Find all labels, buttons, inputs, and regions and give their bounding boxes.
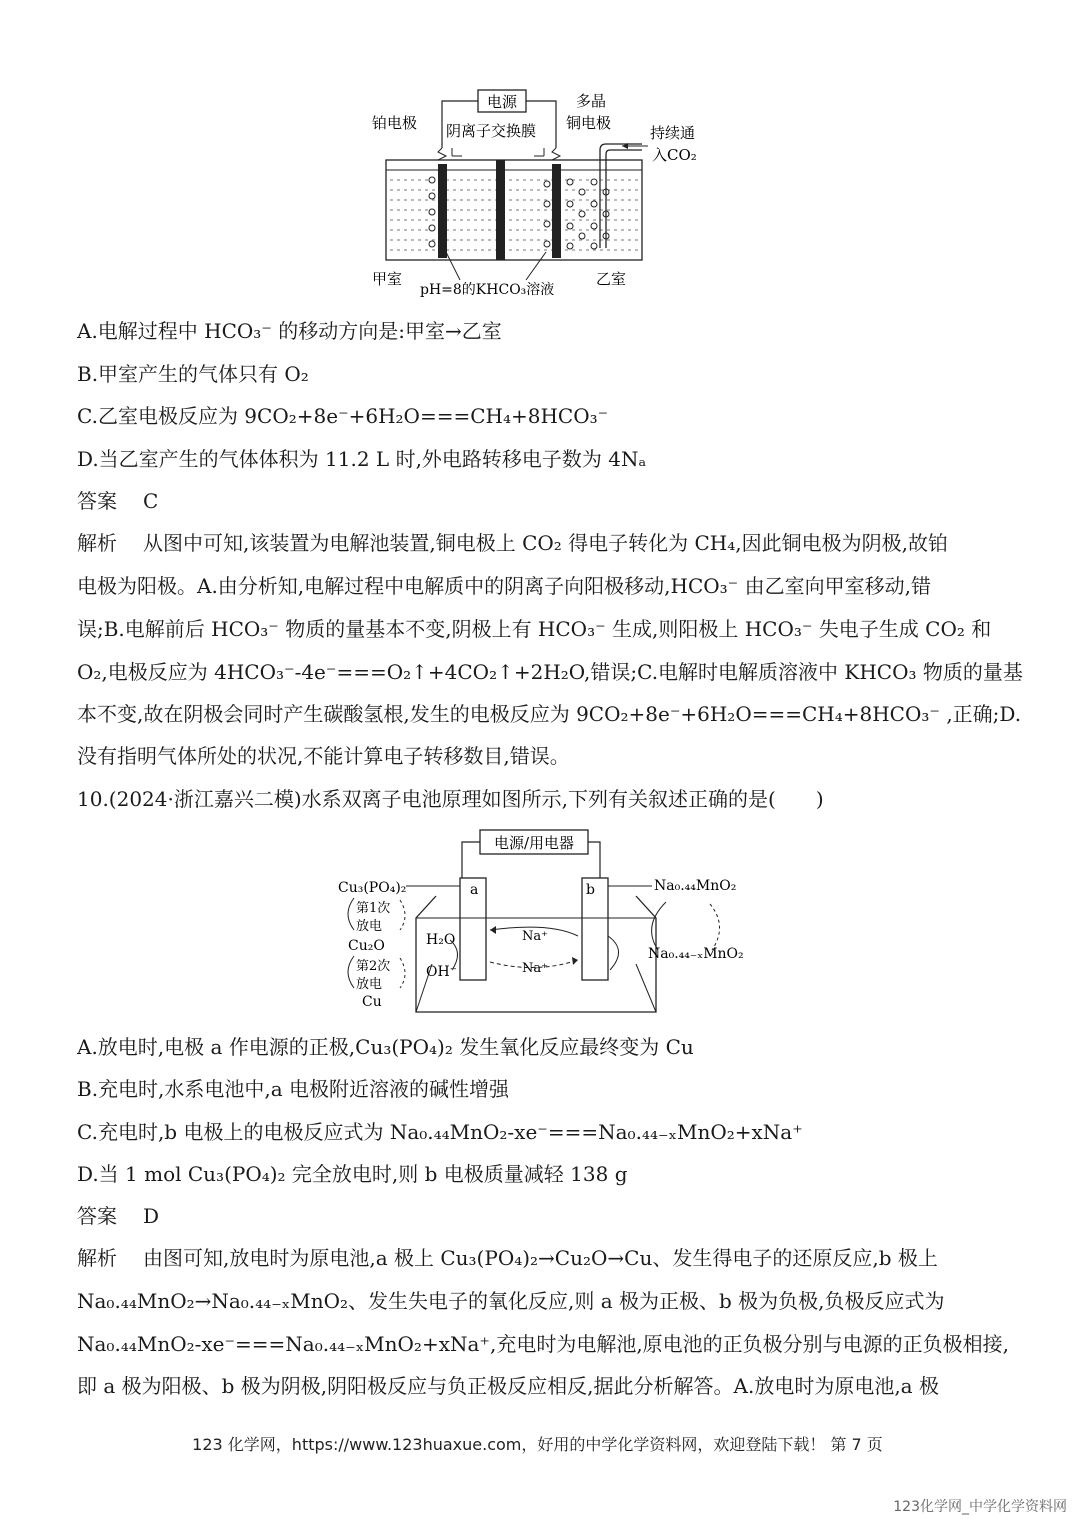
q9-analysis-line-6: 没有指明气体所处的状况,不能计算电子转移数目,错误。 [77,744,570,768]
q10-answer-label: 答案 [77,1204,117,1228]
electrode-b-label: b [586,882,595,898]
device-label: 电源/用电器 [493,834,575,852]
electrode-a-label: a [470,882,479,898]
q9-analysis-line-5: 本不变,故在阴极会同时产生碳酸氢根,发生的电极反应为 9CO₂+8e⁻+6H₂O===CH₄+8HCO₃⁻ ,正确;D. [77,702,1022,726]
q10-analysis-line-1: 解析 由图可知,放电时为原电池,a 极上 Cu₃(PO₄)₂→Cu₂O→Cu、发生得电子的还原反应,b 极上 [77,1246,938,1270]
q9-option-b: B.甲室产生的气体只有 O₂ [77,362,309,386]
battery-figure [336,826,746,1016]
cu-electrode-label-2: 铜电极 [566,114,612,132]
q10-analysis-line-4: 即 a 极为阳极、b 极为阴极,阴阳极反应与负正极反应相反,据此分析解答。A.放电时为原电池,a 极 [77,1374,939,1398]
discharge2-label-a: 第2次 [356,959,391,974]
na-ion-label-2: Na⁺ [522,961,548,976]
q9-analysis-line-3: 误;B.电解前后 HCO₃⁻ 物质的量基本不变,阴极上有 HCO₃⁻ 生成,则阳极上 HCO₃⁻ 失电子生成 CO₂ 和 [77,617,992,641]
q9-option-a: A.电解过程中 HCO₃⁻ 的移动方向是:甲室→乙室 [77,319,502,343]
co2-label-1: 持续通 [650,124,696,142]
cu-label: Cu [362,994,382,1010]
q9-analysis-line-2: 电极为阳极。A.由分析知,电解过程中电解质中的阴离子向阳极移动,HCO₃⁻ 由乙室向甲室移动,错 [77,574,931,598]
q10-analysis-line-2: Na₀.₄₄MnO₂→Na₀.₄₄₋ₓMnO₂、发生失电子的氧化反应,则 a 极为正极、b 极为负极,负极反应式为 [77,1289,945,1313]
cu3po42-label: Cu₃(PO₄)₂ [338,880,407,896]
cu-electrode-label-1: 多晶 [576,92,607,110]
oh-label: OH⁻ [426,964,458,980]
discharge1-label-a: 第1次 [356,901,391,916]
q10-option-a: A.放电时,电极 a 作电源的正极,Cu₃(PO₄)₂ 发生氧化反应最终变为 Cu [77,1035,694,1059]
q9-analysis-line-4: O₂,电极反应为 4HCO₃⁻-4e⁻===O₂↑+4CO₂↑+2H₂O,错误;C.电解时电解质溶液中 KHCO₃ 物质的量基 [77,660,1023,684]
q10-stem: 10.(2024·浙江嘉兴二模)水系双离子电池原理如图所示,下列有关叙述正确的是( ) [77,787,824,811]
q9-option-d: D.当乙室产生的气体体积为 11.2 L 时,外电路转移电子数为 4Nₐ [77,447,647,471]
cu2o-label: Cu₂O [348,938,385,954]
discharge2-label-b: 放电 [356,977,383,992]
q10-option-c: C.充电时,b 电极上的电极反应式为 Na₀.₄₄MnO₂-xe⁻===Na₀.₄₄₋ₓMnO₂+xNa⁺ [77,1120,803,1144]
q9-answer-value: C [143,489,159,513]
q9-analysis-label: 解析 [77,531,117,555]
room-a-label: 甲室 [372,270,403,288]
q9-answer-label: 答案 [77,489,117,513]
q9-answer [77,488,1007,514]
q10-analysis-line-3: Na₀.₄₄MnO₂-xe⁻===Na₀.₄₄₋ₓMnO₂+xNa⁺,充电时为电解池,原电池的正负极分别与电源的正负极相接, [77,1332,1010,1356]
co2-label-2: 入CO₂ [652,146,697,164]
q10-answer [77,1203,1007,1229]
q10-answer-value: D [143,1204,160,1228]
electrolysis-cell-figure [360,88,720,298]
namno2-label-2: Na₀.₄₄₋ₓMnO₂ [648,946,744,962]
discharge1-label-b: 放电 [356,919,383,934]
solution-label: pH=8的KHCO₃溶液 [420,282,555,298]
q9-analysis-line-1: 解析 从图中可知,该装置为电解池装置,铜电极上 CO₂ 得电子转化为 CH₄,因此铜电极为阴极,故铂 [77,531,948,555]
na-ion-label-1: Na⁺ [522,929,548,944]
membrane-label: 阴离子交换膜 [446,122,537,140]
q10-option-b: B.充电时,水系电池中,a 电极附近溶液的碱性增强 [77,1077,510,1101]
h2o-label: H₂O [426,932,456,948]
site-watermark: 123化学网_中学化学资料网 [893,1499,1067,1515]
q10-analysis-label: 解析 [77,1246,117,1270]
power-label: 电源 [486,93,518,111]
page-footer: 123 化学网，https://www.123huaxue.com，好用的中学化学资料网，欢迎登陆下载！ 第 7 页 [192,1435,883,1454]
namno2-label-1: Na₀.₄₄MnO₂ [654,878,737,894]
room-b-label: 乙室 [596,270,627,288]
pt-electrode-label: 铂电极 [372,114,418,132]
q9-option-c: C.乙室电极反应为 9CO₂+8e⁻+6H₂O===CH₄+8HCO₃⁻ [77,404,609,428]
q10-option-d: D.当 1 mol Cu₃(PO₄)₂ 完全放电时,则 b 电极质量减轻 138 g [77,1162,628,1186]
